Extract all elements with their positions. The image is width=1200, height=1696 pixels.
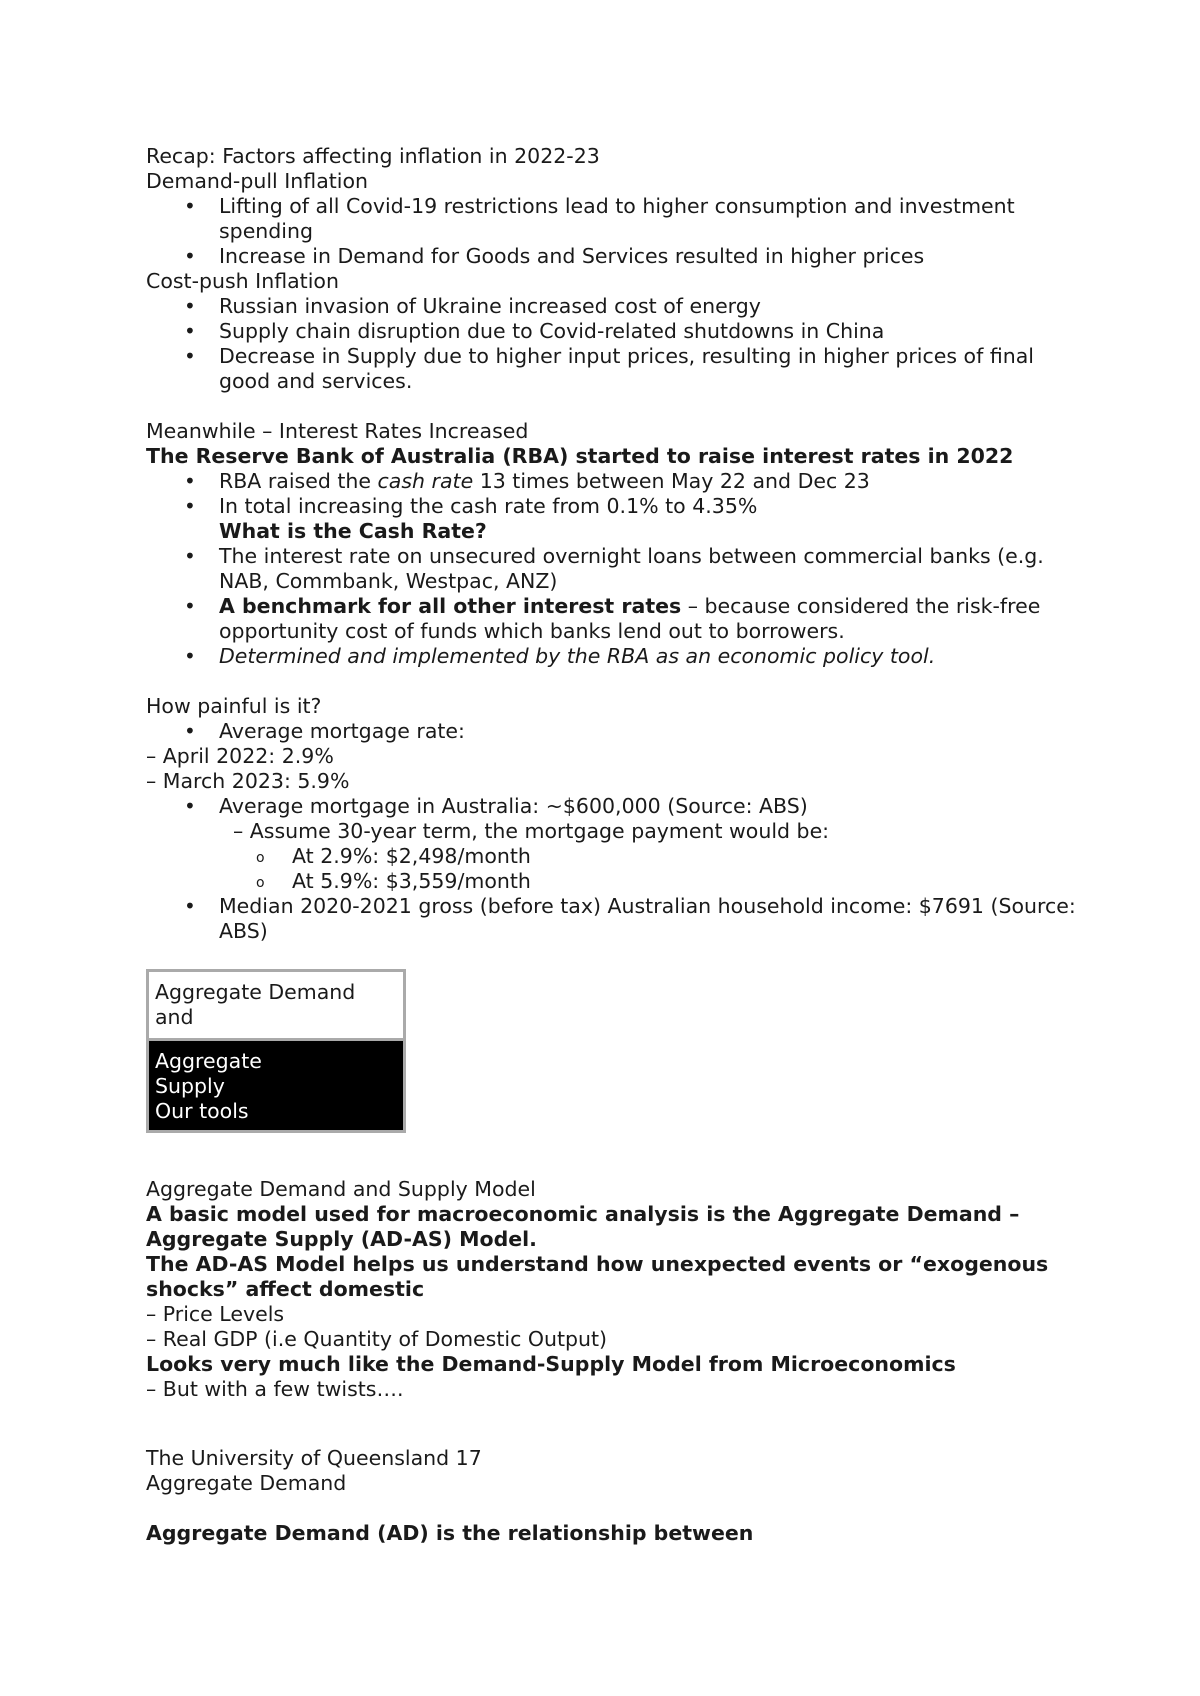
list-item: • The interest rate on unsecured overnight loans between commercial banks (e.g. NAB, Commbank, Westpac, ANZ) (146, 544, 1076, 594)
twists-line: – But with a few twists…. (146, 1377, 404, 1401)
list-item: • Lifting of all Covid-19 restrictions lead to higher consumption and investment spending (146, 194, 1076, 244)
cell-line: Our tools (155, 1099, 249, 1123)
adas-bold-3: Looks very much like the Demand-Supply Model from Microeconomics (146, 1352, 956, 1376)
assume-line: – Assume 30-year term, the mortgage payment would be: (233, 819, 830, 843)
list-item: • Russian invasion of Ukraine increased cost of energy (146, 294, 1076, 319)
cash-rate-question (146, 519, 1076, 544)
rates-list (146, 469, 1076, 669)
april-rate: – April 2022: 2.9% (146, 744, 334, 768)
rates-title: Meanwhile – Interest Rates Increased (146, 419, 529, 443)
demand-pull-heading: Demand-pull Inflation (146, 169, 369, 193)
document-body (146, 144, 1076, 1546)
list-item-text: 13 times between May 22 and Dec 23 (473, 469, 870, 493)
list-item: • Average mortgage rate: (146, 719, 1076, 744)
cell-line: and (155, 1005, 194, 1029)
list-item: • In total increasing the cash rate from 0.1% to 4.35% (146, 494, 1076, 519)
march-rate: – March 2023: 5.9% (146, 769, 350, 793)
spacer (146, 1402, 1076, 1446)
spacer (146, 669, 1076, 694)
list-item: • Decrease in Supply due to higher input prices, resulting in higher prices of final good and services. (146, 344, 1076, 394)
ad-as-table (146, 969, 406, 1133)
demand-pull-list (146, 194, 1076, 269)
adas-bold-2: The AD-AS Model helps us understand how unexpected events or “exogenous shocks” affect domestic (146, 1252, 1049, 1301)
sub-list-item: o At 5.9%: $3,559/month (146, 869, 1076, 894)
cell-line: Supply (155, 1074, 225, 1098)
mortgage-list (146, 794, 1076, 944)
ad-heading: Aggregate Demand (146, 1471, 347, 1495)
list-item (146, 644, 1076, 669)
spacer (146, 394, 1076, 419)
list-item: • Median 2020-2021 gross (before tax) Australian household income: $7691 (Source: ABS) (146, 894, 1076, 944)
benchmark-bold: A benchmark for all other interest rates (219, 594, 682, 618)
cost-push-heading: Cost-push Inflation (146, 269, 339, 293)
list-item (146, 594, 1076, 644)
ad-as-table-top-cell (149, 972, 403, 1041)
spacer (146, 1133, 1076, 1177)
cost-push-list (146, 294, 1076, 394)
policy-tool-italic: Determined and implemented by the RBA as an economic policy tool. (219, 644, 936, 668)
list-item (146, 469, 1076, 494)
ad-definition: Aggregate Demand (AD) is the relationship between (146, 1521, 754, 1545)
painful-title: How painful is it? (146, 694, 322, 718)
painful-list (146, 719, 1076, 744)
cell-line: Aggregate Demand (155, 980, 356, 1004)
spacer (146, 1496, 1076, 1521)
recap-title: Recap: Factors affecting inflation in 2022-23 (146, 144, 600, 168)
question-text: What is the Cash Rate? (219, 519, 487, 543)
adas-bold-1: A basic model used for macroeconomic analysis is the Aggregate Demand – Aggregate Supply (AD-AS) Model. (146, 1202, 1020, 1251)
real-gdp-line: – Real GDP (i.e Quantity of Domestic Output) (146, 1327, 608, 1351)
price-levels-line: – Price Levels (146, 1302, 285, 1326)
cell-line: Aggregate (155, 1049, 262, 1073)
list-item-text: RBA raised the (219, 469, 378, 493)
cash-rate-emphasis: cash rate (377, 469, 474, 493)
list-item: • Average mortgage in Australia: ~$600,000 (Source: ABS) (146, 794, 1076, 819)
ad-as-table-bottom-cell (149, 1041, 403, 1130)
rates-subtitle: The Reserve Bank of Australia (RBA) started to raise interest rates in 2022 (146, 444, 1014, 468)
list-item: • Increase in Demand for Goods and Services resulted in higher prices (146, 244, 1076, 269)
sub-list-item: o At 2.9%: $2,498/month (146, 844, 1076, 869)
uq-footer: The University of Queensland 17 (146, 1446, 482, 1470)
list-item-text: – because considered the risk-free opportunity cost of funds which banks lend out to borrowers. (219, 594, 1041, 643)
adas-title: Aggregate Demand and Supply Model (146, 1177, 536, 1201)
list-item: • Supply chain disruption due to Covid-related shutdowns in China (146, 319, 1076, 344)
